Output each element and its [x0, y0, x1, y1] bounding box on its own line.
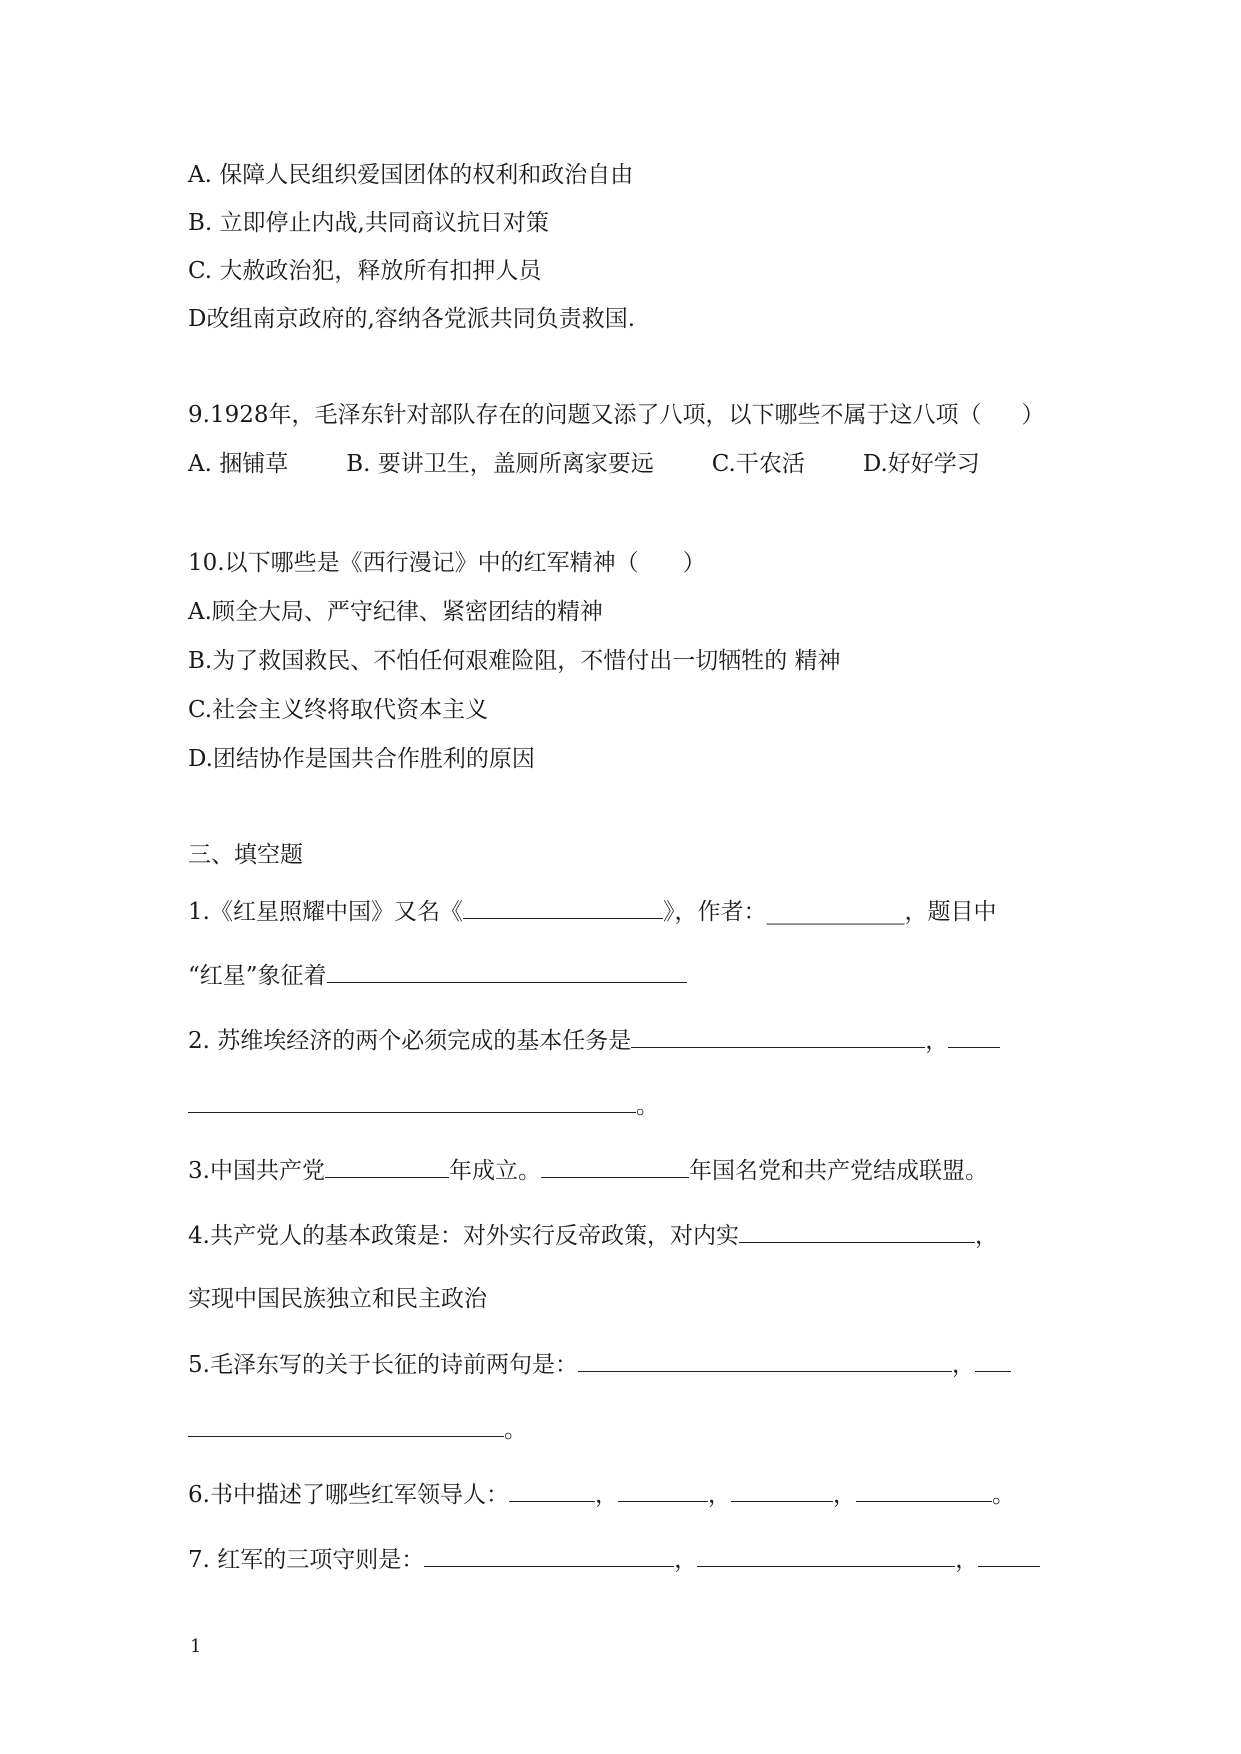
fill-3-blank-2[interactable]	[541, 1155, 689, 1178]
q10-option-a: A.顾全大局、严守纪律、紧密团结的精神	[188, 599, 603, 625]
fill-5-text-b: ，	[951, 1352, 975, 1378]
fill-4-text-b: ，	[974, 1223, 998, 1249]
q9-option-a: A. 捆铺草	[188, 451, 289, 477]
fill-5-text-a: 5.毛泽东写的关于长征的诗前两句是：	[188, 1352, 578, 1378]
q8-option-a: A. 保障人民组织爱国团体的权利和政治自由	[188, 162, 634, 188]
fill-5-blank-2b[interactable]	[188, 1414, 504, 1437]
fill-6	[188, 1479, 1015, 1510]
fill-6-sep-2: ，	[707, 1482, 731, 1508]
fill-7-blank-2[interactable]	[697, 1544, 955, 1567]
fill-1-text-a: 1.《红星照耀中国》又名《	[188, 899, 463, 925]
fill-1-text-d: ，题目中	[904, 899, 997, 925]
fill-5-blank-1[interactable]	[578, 1349, 952, 1372]
fill-2-line2	[188, 1090, 659, 1121]
section3-heading: 三、填空题	[188, 842, 303, 868]
fill-5-line2	[188, 1414, 527, 1445]
q9-options	[188, 449, 980, 479]
fill-1-blank-alias[interactable]	[463, 896, 663, 919]
fill-3	[188, 1155, 988, 1186]
fill-4-text-a: 4.共产党人的基本政策是：对外实行反帝政策，对内实	[188, 1223, 739, 1249]
fill-5-text-c: 。	[504, 1417, 527, 1443]
fill-5-blank-2a[interactable]	[975, 1349, 1011, 1372]
fill-3-text-c: 年国名党和共产党结成联盟。	[688, 1158, 988, 1184]
q8-option-b: B. 立即停止内战,共同商议抗日对策	[188, 210, 549, 236]
fill-1-author-underscores: ____________	[766, 899, 905, 925]
page-number: 1	[190, 1636, 202, 1657]
fill-4-line1	[188, 1220, 998, 1251]
q9-paren-close: ）	[1021, 402, 1045, 428]
q9-option-b: B. 要讲卫生，盖厕所离家要远	[346, 451, 654, 477]
fill-3-text-a: 3.中国共产党	[188, 1158, 325, 1184]
q9-option-d: D.好好学习	[862, 451, 980, 477]
q8-option-c: C. 大赦政治犯，释放所有扣押人员	[188, 258, 542, 284]
fill-2-line1	[188, 1025, 1000, 1056]
fill-2-blank-2a[interactable]	[948, 1025, 1000, 1048]
q10-option-d: D.团结协作是国共合作胜利的原因	[188, 746, 535, 772]
q10-option-b: B.为了救国救民、不怕任何艰难险阻，不惜付出一切牺牲的 精神	[188, 648, 841, 674]
fill-1-text-e: “红星”象征着	[188, 963, 327, 989]
fill-6-end: 。	[991, 1482, 1015, 1508]
fill-1-line1	[188, 896, 996, 927]
fill-6-blank-4[interactable]	[856, 1479, 992, 1502]
fill-6-sep-3: ，	[832, 1482, 856, 1508]
fill-1-line2	[188, 960, 687, 991]
fill-3-text-b: 年成立。	[448, 1158, 541, 1184]
fill-7-sep-2: ，	[955, 1547, 979, 1573]
fill-5-line1	[188, 1349, 1011, 1380]
fill-7-blank-1[interactable]	[424, 1544, 674, 1567]
fill-4-line2: 实现中国民族独立和民主政治	[188, 1286, 487, 1312]
fill-6-sep-1: ，	[594, 1482, 618, 1508]
fill-7-text-a: 7. 红军的三项守则是：	[188, 1547, 425, 1573]
q10-paren-close: ）	[682, 550, 706, 576]
q9-stem	[188, 400, 1044, 430]
fill-6-blank-1[interactable]	[509, 1479, 595, 1502]
q10-stem-text: 10.以下哪些是《西行漫记》中的红军精神（	[188, 550, 639, 576]
fill-2-text-a: 2. 苏维埃经济的两个必须完成的基本任务是	[188, 1028, 632, 1054]
fill-7	[188, 1544, 1040, 1575]
fill-4-blank[interactable]	[739, 1220, 975, 1243]
q10-option-c: C.社会主义终将取代资本主义	[188, 697, 489, 723]
q10-stem	[188, 548, 706, 578]
fill-2-text-b: ，	[925, 1028, 949, 1054]
fill-1-blank-symbol[interactable]	[327, 960, 687, 983]
fill-7-blank-3[interactable]	[978, 1544, 1040, 1567]
q9-stem-text: 9.1928年，毛泽东针对部队存在的问题又添了八项，以下哪些不属于这八项（	[188, 402, 982, 428]
fill-6-text-a: 6.书中描述了哪些红军领导人：	[188, 1482, 509, 1508]
fill-6-blank-2[interactable]	[618, 1479, 708, 1502]
q8-option-d: D改组南京政府的,容纳各党派共同负责救国.	[188, 306, 636, 332]
fill-2-text-c: 。	[636, 1093, 659, 1119]
fill-2-blank-2b[interactable]	[188, 1090, 636, 1113]
fill-3-blank-1[interactable]	[325, 1155, 449, 1178]
fill-6-blank-3[interactable]	[731, 1479, 833, 1502]
fill-7-sep-1: ，	[674, 1547, 698, 1573]
fill-1-text-b: 》，作者：	[662, 899, 767, 925]
fill-2-blank-1[interactable]	[631, 1025, 925, 1048]
q9-option-c: C.干农活	[711, 451, 805, 477]
